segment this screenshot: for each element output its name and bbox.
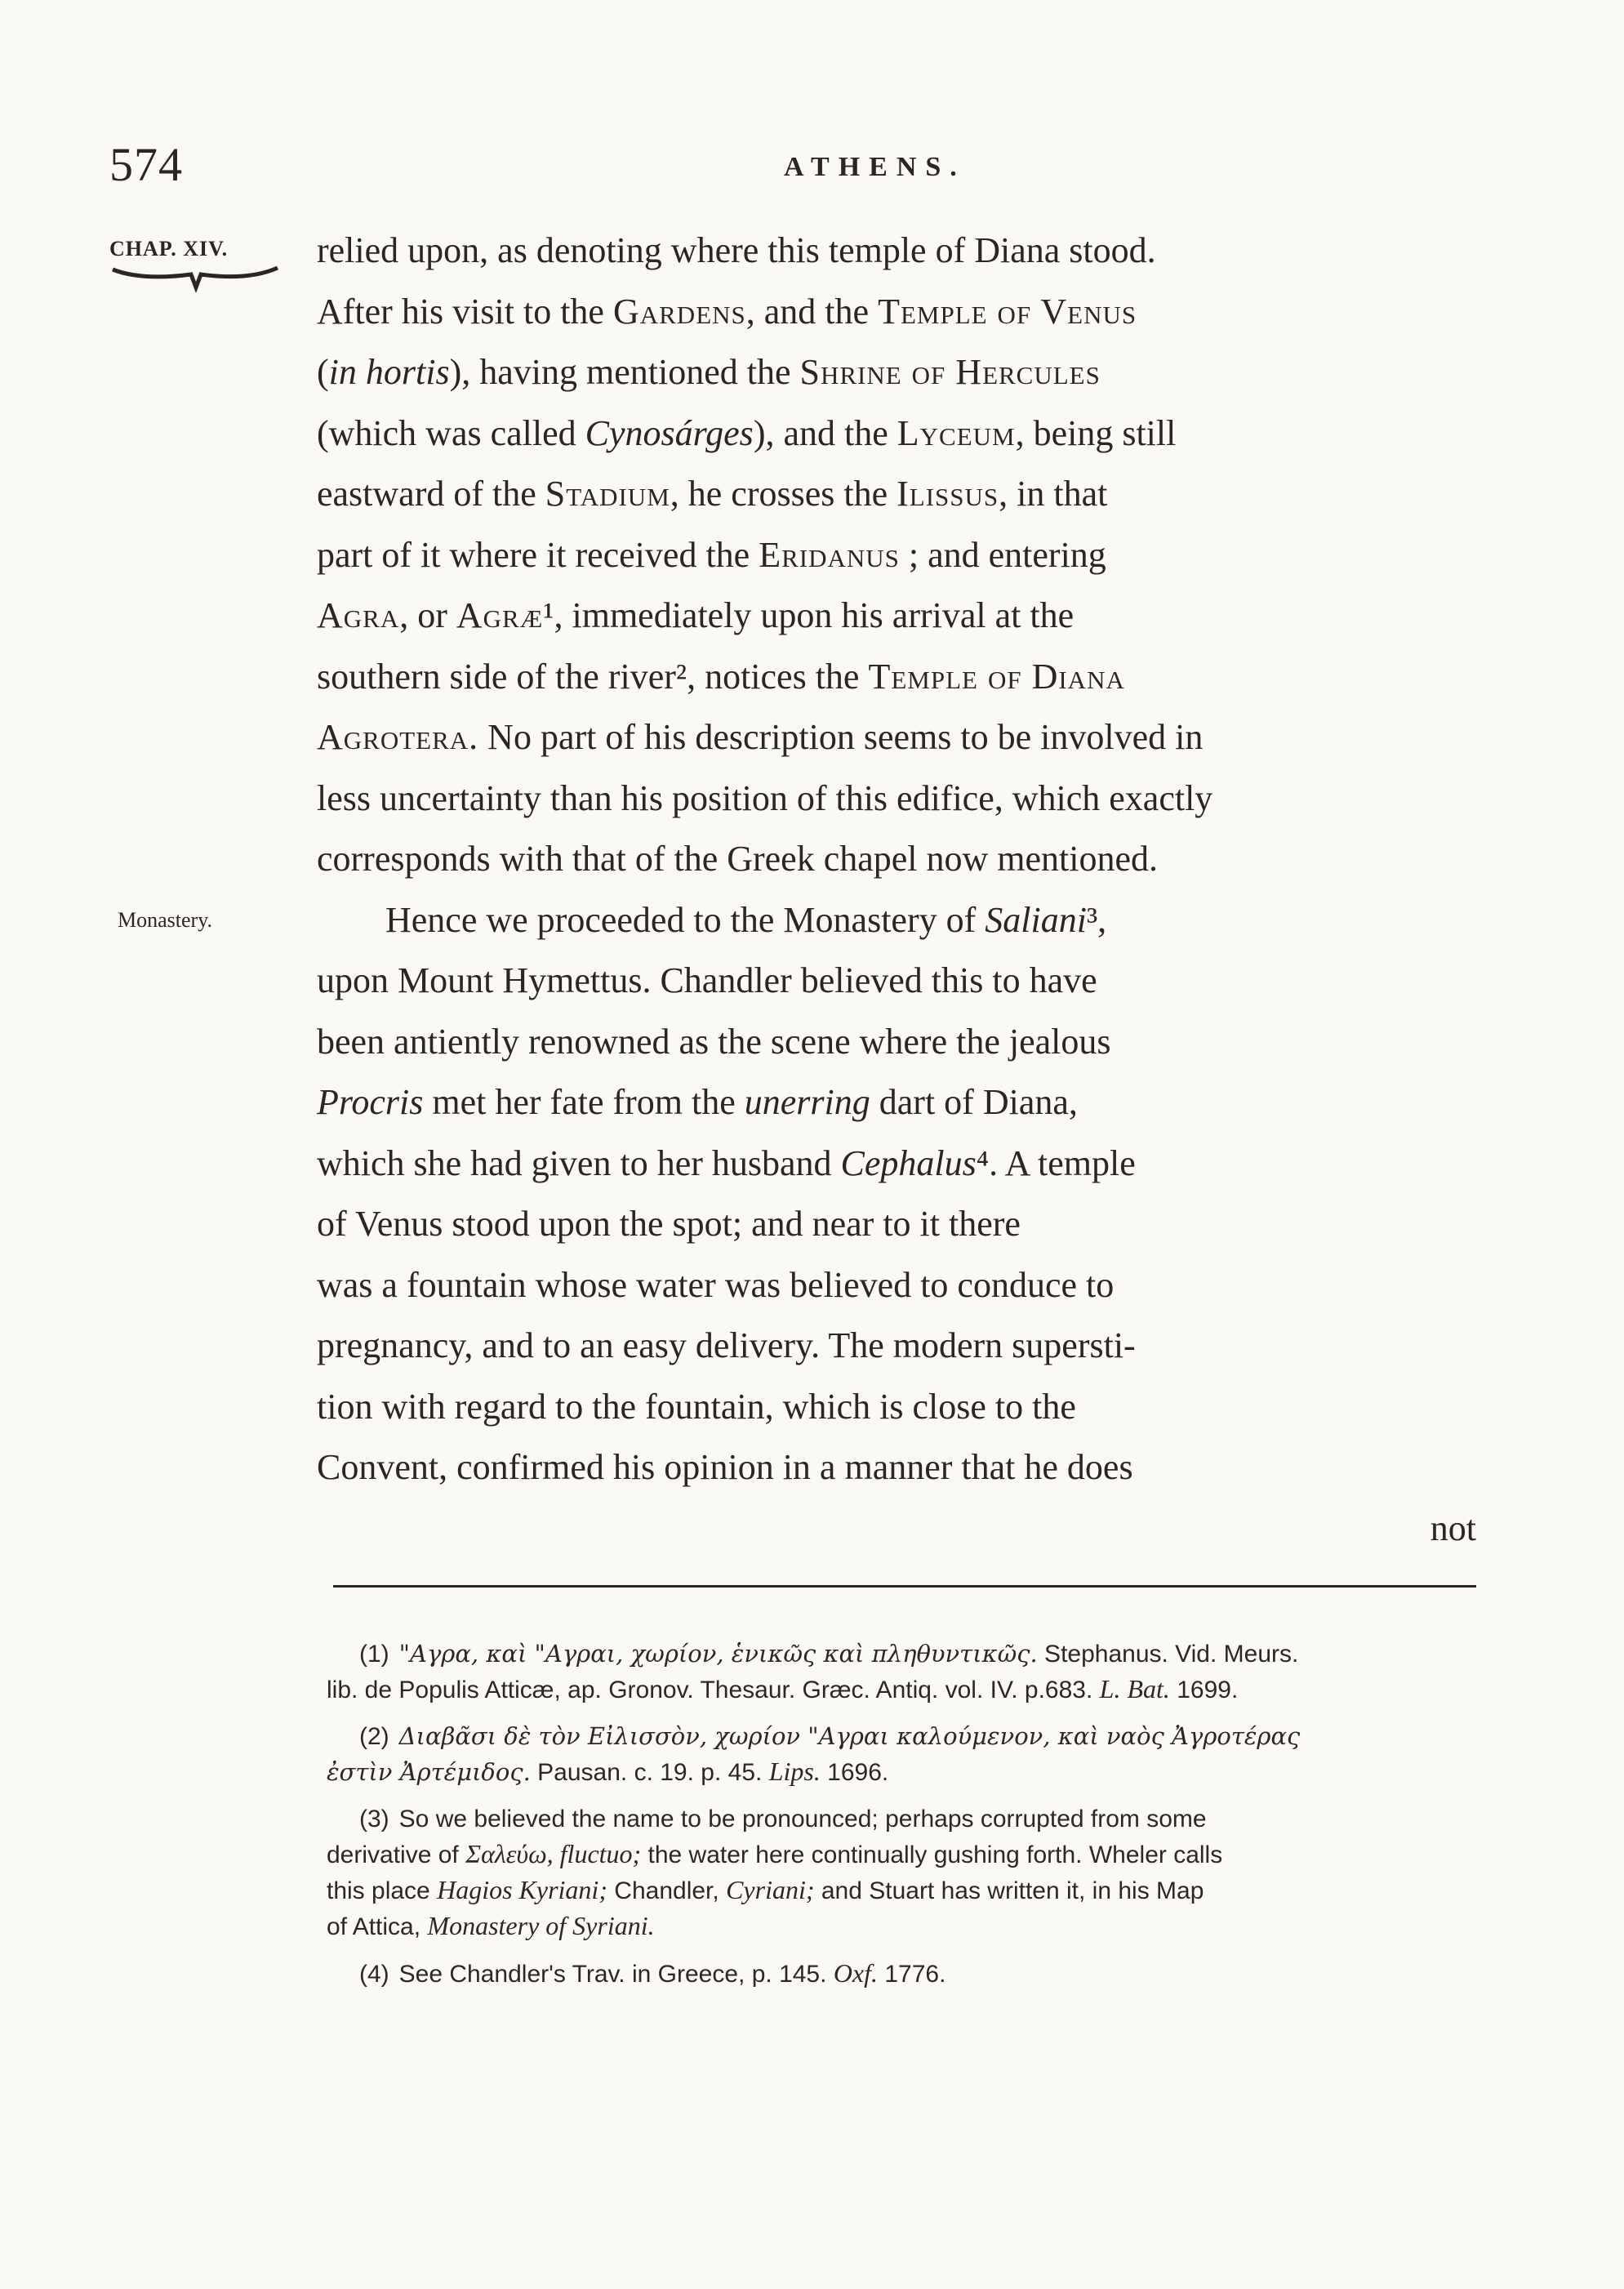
body-line: part of it where it received the Eridanus ; and entering (317, 534, 1106, 575)
body-line: After his visit to the Gardens, and the Temple of Venus (317, 291, 1137, 332)
body-line: eastward of the Stadium, he crosses the Ilissus, in that (317, 474, 1108, 514)
body-line: Agra, or Agræ¹, immediately upon his arrival at the (317, 595, 1075, 635)
body-line: of Venus stood upon the spot; and near to it there (317, 1204, 1021, 1244)
footnote-3: (3) So we believed the name to be pronounced; perhaps corrupted from some derivative of Σαλεύω, fluctuo; the water here continually gushing forth. Wheler calls this place Hagios Kyriani; Chandler, Cyriani; and Stuart has written it, in his Map of Attica, Monastery of Syriani. (327, 1806, 1223, 1940)
body-line: Agrotera. No part of his description seems to be involved in (317, 717, 1204, 757)
footnote-2: (2) Διαβᾶσι δὲ τὸν Εἰλισσὸν, χωρίον "Αγραι καλούμενον, καὶ ναὸς Ἀγροτέρας ἐστὶν Ἀρτέμιδος. Pausan. c. 19. p. 45. Lips. 1696. (327, 1722, 1301, 1786)
running-title: ATHENS. (784, 152, 966, 182)
body-line: Procris met her fate from the unerring dart of Diana, (317, 1082, 1078, 1122)
brace-ornament (109, 263, 281, 292)
body-line: (which was called Cynosárges), and the Lyceum, being still (317, 412, 1177, 453)
margin-chapter-label: CHAP. XIV. (109, 237, 229, 261)
body-line: Hence we proceeded to the Monastery of Saliani³, (385, 899, 1107, 940)
catchword: not (1430, 1507, 1476, 1548)
footnote-4: (4) See Chandler's Trav. in Greece, p. 145. Oxf. 1776. (359, 1958, 946, 1988)
body-line: relied upon, as denoting where this temple of Diana stood. (317, 230, 1156, 270)
body-line: (in hortis), having mentioned the Shrine of Hercules (317, 352, 1101, 392)
body-line: southern side of the river², notices the Temple of Diana (317, 656, 1125, 697)
body-line: less uncertainty than his position of this edifice, which exactly (317, 777, 1213, 818)
body-line: upon Mount Hymettus. Chandler believed this to have (317, 960, 1097, 1000)
body-line: been antiently renowned as the scene where the jealous (317, 1021, 1111, 1062)
margin-note-monastery: Monastery. (118, 908, 213, 932)
page-number: 574 (109, 138, 183, 191)
body-line: which she had given to her husband Cephalus⁴. A temple (317, 1142, 1136, 1183)
body-line: corresponds with that of the Greek chapel now mentioned. (317, 839, 1159, 879)
footnote-rule (333, 1585, 1476, 1588)
body-line: tion with regard to the fountain, which is close to the (317, 1386, 1076, 1427)
body-line: pregnancy, and to an easy delivery. The modern supersti- (317, 1325, 1136, 1365)
footnote-1: (1) "Αγρα, καὶ "Αγραι, χωρίον, ἑνικῶς καὶ πληθυντικῶς. Stephanus. Vid. Meurs. lib. de Populis Atticæ, ap. Gronov. Thesaur. Græc. Antiq. vol. IV. p.683. L. Bat. 1699. (327, 1640, 1299, 1703)
body-text (317, 220, 1476, 1559)
footnotes (327, 1637, 1486, 2003)
body-line: was a fountain whose water was believed to conduce to (317, 1264, 1115, 1305)
body-line: Convent, confirmed his opinion in a manner that he does (317, 1447, 1133, 1487)
